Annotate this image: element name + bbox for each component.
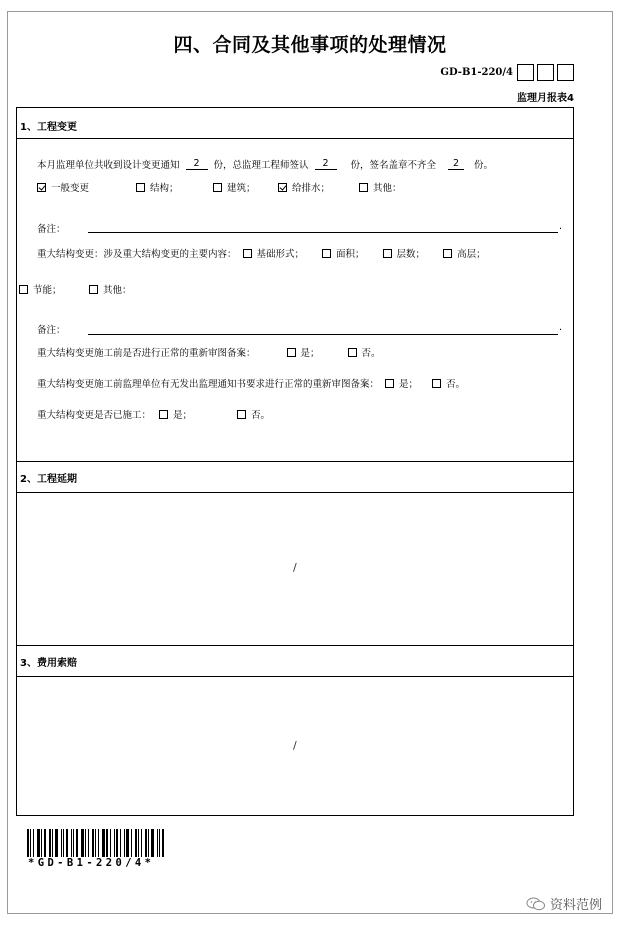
barcode-bar <box>159 829 160 857</box>
checkbox-icon[interactable] <box>432 379 441 388</box>
checkbox-icon[interactable] <box>159 410 168 419</box>
major-item-floors: 层数； <box>396 249 426 260</box>
checkbox-icon[interactable] <box>383 249 392 258</box>
barcode-bar <box>110 829 111 857</box>
no-label: 否。 <box>446 379 466 390</box>
check-architecture[interactable] <box>213 180 256 194</box>
barcode-text: *GD-B1-220/4* <box>28 857 155 869</box>
check-label: 给排水； <box>292 183 331 194</box>
check-general-change[interactable] <box>37 180 89 194</box>
barcode-bar <box>73 829 74 857</box>
yes-label: 是； <box>173 410 193 421</box>
watermark <box>526 894 602 913</box>
remark2-label: 备注： <box>37 325 66 336</box>
check-label: 节能； <box>33 285 62 296</box>
barcode <box>27 829 171 857</box>
notice-count-field[interactable]: 2 <box>186 158 208 170</box>
question-notice-text: 重大结构变更施工前监理单位有无发出监理通知书要求进行正常的重新审图备案： <box>37 379 380 390</box>
wechat-icon <box>526 897 546 911</box>
change-notice-line <box>37 157 493 171</box>
no-label: 否。 <box>361 348 381 359</box>
form-code: GD-B1-220/4 <box>440 67 513 78</box>
barcode-bar <box>61 829 62 857</box>
question-notice-row <box>37 376 465 390</box>
check-other[interactable] <box>359 180 402 194</box>
barcode-bar <box>138 829 139 857</box>
barcode-bar <box>63 829 64 857</box>
change-notice-text-c: 份，签名盖章不齐全 <box>350 160 437 171</box>
check-label: 建筑； <box>227 183 256 194</box>
barcode-bar <box>95 829 96 857</box>
section-title-claims: 3、费用索赔 <box>20 658 77 669</box>
barcode-bar <box>52 829 53 857</box>
remark2-input-line[interactable] <box>88 334 558 335</box>
barcode-bar <box>41 829 42 857</box>
change-notice-text-a: 本月监理单位共收到设计变更通知 <box>37 160 180 171</box>
question-review-text: 重大结构变更施工前是否进行正常的重新审图备案： <box>37 348 256 359</box>
barcode-bar <box>92 829 94 857</box>
barcode-bar <box>151 829 154 857</box>
check-label: 其他： <box>373 183 402 194</box>
barcode-bar <box>157 829 158 857</box>
check-energy[interactable] <box>19 282 62 296</box>
barcode-bar <box>27 829 29 857</box>
remark-label: 备注： <box>37 224 66 235</box>
barcode-bar <box>37 829 40 857</box>
section-title-extension: 2、工程延期 <box>20 474 77 485</box>
check-label: 一般变更 <box>51 183 90 194</box>
barcode-bar <box>114 829 115 857</box>
barcode-bar <box>55 829 58 857</box>
divider <box>17 138 573 139</box>
form-table <box>16 107 574 816</box>
check-major-other[interactable] <box>89 282 132 296</box>
major-change-intro: 重大结构变更：涉及重大结构变更的主要内容： <box>37 249 237 260</box>
checkbox-icon[interactable] <box>89 285 98 294</box>
page-title: 四、合同及其他事项的处理情况 <box>173 34 447 56</box>
checkbox-icon[interactable] <box>322 249 331 258</box>
checkbox-icon[interactable] <box>237 410 246 419</box>
incomplete-count-field[interactable]: 2 <box>448 158 464 170</box>
remark2-period: . <box>559 322 563 333</box>
question-review-row <box>37 345 381 359</box>
checkbox-icon[interactable] <box>136 183 145 192</box>
checkbox-icon[interactable] <box>385 379 394 388</box>
check-label: 其他： <box>103 285 132 296</box>
barcode-bar <box>126 829 129 857</box>
divider <box>17 676 573 677</box>
claims-content: / <box>293 739 297 752</box>
major-item-area: 面积； <box>336 249 365 260</box>
signed-count-field[interactable]: 2 <box>315 158 337 170</box>
checkbox-icon[interactable] <box>19 285 28 294</box>
form-code-row <box>440 64 574 81</box>
checkbox-icon[interactable] <box>359 183 368 192</box>
barcode-bar <box>66 829 68 857</box>
barcode-bar <box>145 829 147 857</box>
divider <box>17 645 573 646</box>
barcode-bar <box>120 829 121 857</box>
watermark-text: 资料范例 <box>549 898 602 913</box>
barcode-bar <box>49 829 51 857</box>
barcode-bar <box>33 829 34 857</box>
barcode-bar <box>76 829 78 857</box>
yes-label: 是； <box>300 348 320 359</box>
checkbox-icon[interactable] <box>243 249 252 258</box>
checkbox-checked-icon[interactable] <box>37 183 46 192</box>
form-subtitle: 监理月报表4 <box>517 93 574 104</box>
yes-label: 是； <box>399 379 419 390</box>
barcode-bar <box>148 829 149 857</box>
barcode-bar <box>106 829 108 857</box>
checkbox-icon[interactable] <box>348 348 357 357</box>
check-plumbing[interactable] <box>278 180 330 194</box>
remark-period: . <box>559 221 563 232</box>
code-box-3[interactable] <box>557 64 574 81</box>
major-item-height: 高层； <box>457 249 486 260</box>
question-constructed-row <box>37 407 270 421</box>
barcode-bar <box>116 829 118 857</box>
barcode-bar <box>81 829 84 857</box>
change-notice-text-b: 份，总监理工程师签认 <box>213 160 309 171</box>
change-notice-text-d: 份。 <box>474 160 494 171</box>
barcode-bar <box>85 829 86 857</box>
barcode-bar <box>141 829 142 857</box>
code-box-2[interactable] <box>537 64 554 81</box>
barcode-bar <box>102 829 105 857</box>
extension-content: / <box>293 561 297 574</box>
divider <box>17 492 573 493</box>
barcode-bar <box>30 829 31 857</box>
barcode-bar <box>135 829 137 857</box>
question-constructed-text: 重大结构变更是否已施工： <box>37 410 152 421</box>
barcode-bar <box>162 829 164 857</box>
checkbox-icon[interactable] <box>287 348 296 357</box>
remark-input-line[interactable] <box>88 232 558 233</box>
checkbox-icon[interactable] <box>443 249 452 258</box>
no-label: 否。 <box>251 410 271 421</box>
checkbox-checked-icon[interactable] <box>278 183 287 192</box>
divider <box>17 461 573 462</box>
code-box-1[interactable] <box>517 64 534 81</box>
barcode-bar <box>71 829 72 857</box>
barcode-bar <box>124 829 125 857</box>
barcode-bar <box>44 829 46 857</box>
major-item-foundation: 基础形式； <box>256 249 305 260</box>
check-label: 结构； <box>150 183 179 194</box>
barcode-bar <box>131 829 132 857</box>
checkbox-icon[interactable] <box>213 183 222 192</box>
barcode-bar <box>98 829 99 857</box>
barcode-bar <box>88 829 89 857</box>
section-title-engineering-change: 1、工程变更 <box>20 122 77 133</box>
major-change-row <box>37 246 486 260</box>
check-structure[interactable] <box>136 180 179 194</box>
